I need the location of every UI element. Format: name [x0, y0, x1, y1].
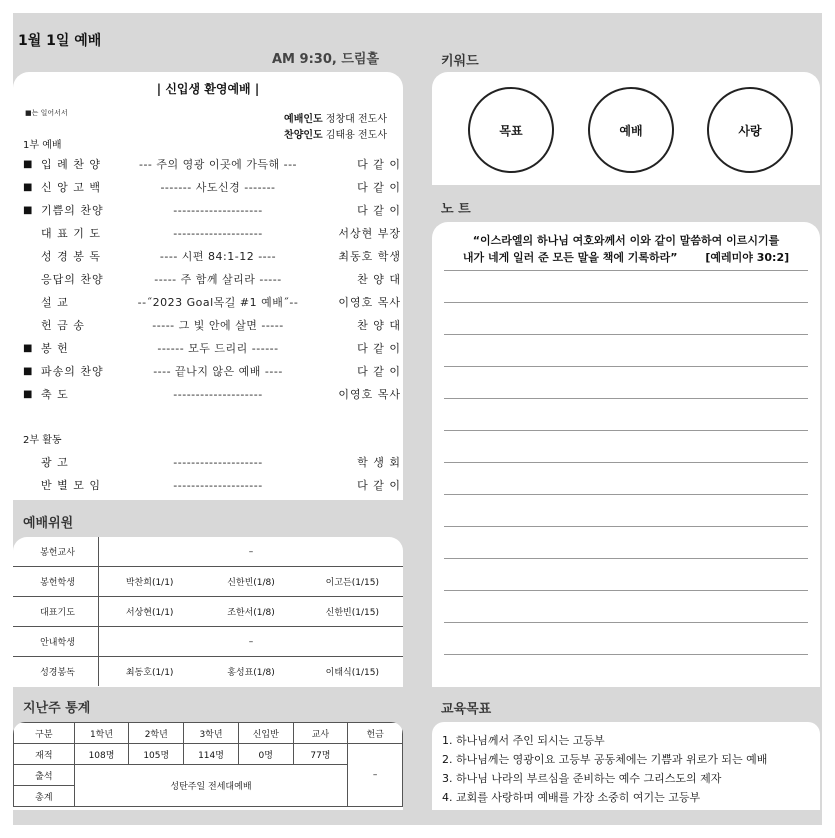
stand-marker: ■	[23, 388, 33, 400]
committee-row	[13, 657, 403, 686]
praise-leader	[284, 126, 387, 141]
committee-cell: –	[248, 636, 254, 647]
order-item-leader: 최동호 학생	[338, 250, 401, 263]
goal-item: 4. 교회를 사랑하며 예배를 가장 소중히 여기는 고등부	[442, 791, 701, 804]
order-item-leader: 학 생 회	[357, 456, 401, 469]
order-item-name: 기쁨의 찬양	[41, 204, 104, 217]
part2-label: 2부 활동	[23, 435, 62, 446]
order-item-leader: 찬 양 대	[357, 273, 401, 286]
note-writing-line	[444, 462, 808, 463]
stats-header-cell: 구분	[14, 723, 75, 744]
order-item-detail: ------- 사도신경 -------	[160, 181, 276, 194]
leader-name: 김태용 전도사	[325, 130, 387, 141]
order-item-detail: ---- 끝나지 않은 예배 ----	[153, 365, 283, 378]
goals-heading: 교육목표	[441, 702, 492, 717]
order-item-name: 헌 금 송	[41, 319, 85, 332]
keywords-heading: 키워드	[441, 54, 479, 69]
order-item-detail: --------------------	[173, 203, 263, 217]
notes-card	[432, 222, 820, 687]
stats-offering: –	[348, 744, 403, 807]
note-writing-line	[444, 526, 808, 527]
order-item-leader: 다 같 이	[357, 365, 401, 378]
order-item-detail: --------------------	[173, 226, 263, 240]
order-item-leader: 다 같 이	[357, 342, 401, 355]
committee-cell: 홍성표(1/8)	[227, 668, 275, 678]
committee-cell: 최동호(1/1)	[125, 668, 174, 678]
stand-marker: ■	[23, 181, 33, 193]
leader-role: 예배인도	[284, 114, 323, 125]
order-item-detail: --------------------	[173, 455, 263, 469]
note-writing-line	[444, 654, 808, 655]
goal-item: 2. 하나님께는 영광이요 고등부 공동체에는 기쁨과 위로가 되는 예배	[442, 753, 768, 766]
stand-marker: ■	[23, 204, 33, 216]
order-item-detail: ----- 그 빛 안에 살면 -----	[152, 319, 284, 332]
committee-row	[13, 627, 403, 657]
committee-cell: 박찬희(1/1)	[125, 578, 174, 588]
keywords-card	[432, 72, 820, 185]
standing-note: ■는 일어서서	[25, 109, 68, 117]
stats-row-enrolled	[14, 744, 403, 765]
stats-header-cell: 3학년	[184, 723, 239, 744]
committee-row	[13, 537, 403, 567]
leader-name: 정창대 전도사	[325, 114, 387, 125]
worship-order-row	[23, 340, 401, 356]
stats-table-card	[13, 722, 403, 810]
stats-cell: 108명	[74, 744, 129, 765]
stand-marker: ■	[23, 365, 33, 377]
leader-role: 찬양인도	[284, 130, 323, 141]
keyword-circle: 사랑	[707, 87, 793, 173]
stats-cell: 105명	[129, 744, 184, 765]
committee-table	[13, 537, 403, 687]
notes-heading: 노 트	[441, 202, 471, 217]
committee-cell: –	[248, 546, 254, 557]
goals-card	[432, 722, 820, 810]
order-item-detail: --------------------	[173, 478, 263, 492]
note-writing-line	[444, 302, 808, 303]
order-item-leader: 이영호 목사	[338, 296, 401, 309]
order-item-name: 신 앙 고 백	[41, 181, 101, 194]
order-item-name: 봉 헌	[41, 342, 69, 355]
order-item-detail: --˝2023 Goal목길 #1 예배˝--	[137, 296, 299, 309]
worship-time-place: AM 9:30, 드림홀	[272, 52, 379, 67]
order-item-leader: 서상현 부장	[338, 227, 401, 240]
order-item-leader: 다 같 이	[357, 204, 401, 217]
verse-reference: [예레미야 30:2]	[705, 251, 790, 264]
note-writing-line	[444, 366, 808, 367]
worship-order-row	[23, 225, 401, 241]
scripture-verse	[442, 232, 810, 266]
stats-header-cell: 헌금	[348, 723, 403, 744]
worship-date: 1월 1일 예배	[18, 33, 102, 49]
worship-order-row	[23, 271, 401, 287]
order-item-name: 입 례 찬 양	[41, 158, 101, 171]
note-writing-line	[444, 494, 808, 495]
order-item-leader: 찬 양 대	[357, 319, 401, 332]
committee-row	[13, 597, 403, 627]
note-writing-line	[444, 430, 808, 431]
worship-order-row	[23, 454, 401, 470]
committee-row-label: 안내학생	[13, 627, 99, 656]
stats-heading: 지난주 통계	[23, 701, 91, 716]
committee-heading: 예배위원	[23, 516, 74, 531]
worship-order-row	[23, 179, 401, 195]
order-item-detail: --------------------	[173, 387, 263, 401]
note-writing-line	[444, 334, 808, 335]
service-title: | 신입생 환영예배 |	[156, 82, 260, 96]
committee-row-label: 성경봉독	[13, 657, 99, 686]
order-item-name: 광 고	[41, 456, 69, 469]
stats-table	[13, 722, 403, 807]
stats-cell: 114명	[184, 744, 239, 765]
order-item-name: 파송의 찬양	[41, 365, 104, 378]
stats-row-label: 총계	[14, 786, 75, 807]
committee-cell: 신한빈(1/15)	[325, 608, 379, 618]
worship-order-row	[23, 248, 401, 264]
order-item-name: 성 경 봉 독	[41, 250, 101, 263]
verse-line: “이스라엘의 하나님 여호와께서 이와 같이 말씀하여 이르시기를	[472, 234, 780, 247]
note-writing-line	[444, 558, 808, 559]
goal-item: 1. 하나님께서 주인 되시는 고등부	[442, 734, 605, 747]
stats-row-attendance	[14, 765, 403, 786]
order-item-name: 축 도	[41, 388, 69, 401]
stats-row-label: 출석	[14, 765, 75, 786]
stats-header-cell: 신입반	[238, 723, 293, 744]
order-of-worship-card	[13, 72, 403, 500]
order-item-detail: ----- 주 함께 살리라 -----	[154, 273, 282, 286]
worship-order-row	[23, 317, 401, 333]
worship-order-row	[23, 156, 401, 172]
order-item-leader: 다 같 이	[357, 181, 401, 194]
worship-leader	[284, 110, 387, 125]
committee-row-label: 대표기도	[13, 597, 99, 626]
committee-cell: 이태식(1/15)	[325, 668, 379, 678]
committee-row-label: 봉헌학생	[13, 567, 99, 596]
worship-order-row	[23, 202, 401, 218]
stand-marker: ■	[23, 342, 33, 354]
order-item-detail: ------ 모두 드리리 ------	[157, 342, 279, 355]
worship-order-row	[23, 386, 401, 402]
stats-merged-note: 성탄주일 전세대예배	[74, 765, 348, 807]
order-item-name: 반 별 모 임	[41, 479, 101, 492]
part1-label: 1부 예배	[23, 140, 62, 151]
note-writing-line	[444, 270, 808, 271]
verse-line: 내가 네게 일러 준 모든 말을 책에 기록하라”	[462, 251, 678, 264]
order-item-leader: 다 같 이	[357, 158, 401, 171]
order-item-detail: ---- 시편 84:1-12 ----	[159, 250, 277, 263]
order-item-name: 응답의 찬양	[41, 273, 104, 286]
stats-cell: 77명	[293, 744, 348, 765]
stand-marker: ■	[23, 158, 33, 170]
worship-order-row	[23, 294, 401, 310]
verse-line-2	[442, 249, 810, 266]
committee-cell: 조한서(1/8)	[227, 608, 275, 618]
stats-header-cell: 1학년	[74, 723, 129, 744]
worship-order-row	[23, 477, 401, 493]
keyword-circle: 목표	[468, 87, 554, 173]
note-writing-line	[444, 590, 808, 591]
order-item-name: 대 표 기 도	[41, 227, 101, 240]
stats-header-row	[14, 723, 403, 744]
committee-cell: 이고든(1/15)	[325, 578, 379, 588]
committee-cell: 서상현(1/1)	[125, 608, 174, 618]
committee-row	[13, 567, 403, 597]
committee-cell: 신한빈(1/8)	[227, 578, 275, 588]
worship-order-row	[23, 363, 401, 379]
note-writing-line	[444, 398, 808, 399]
stats-cell: 0명	[238, 744, 293, 765]
order-item-name: 설 교	[41, 296, 69, 309]
stats-header-cell: 교사	[293, 723, 348, 744]
stats-row-label: 재적	[14, 744, 75, 765]
note-writing-line	[444, 622, 808, 623]
stats-header-cell: 2학년	[129, 723, 184, 744]
order-item-detail: --- 주의 영광 이곳에 가득해 ---	[138, 158, 298, 171]
order-item-leader: 이영호 목사	[338, 388, 401, 401]
committee-row-label: 봉헌교사	[13, 537, 99, 566]
goal-item: 3. 하나님 나라의 부르심을 준비하는 예수 그리스도의 제자	[442, 772, 722, 785]
keyword-circle: 예배	[588, 87, 674, 173]
order-item-leader: 다 같 이	[357, 479, 401, 492]
